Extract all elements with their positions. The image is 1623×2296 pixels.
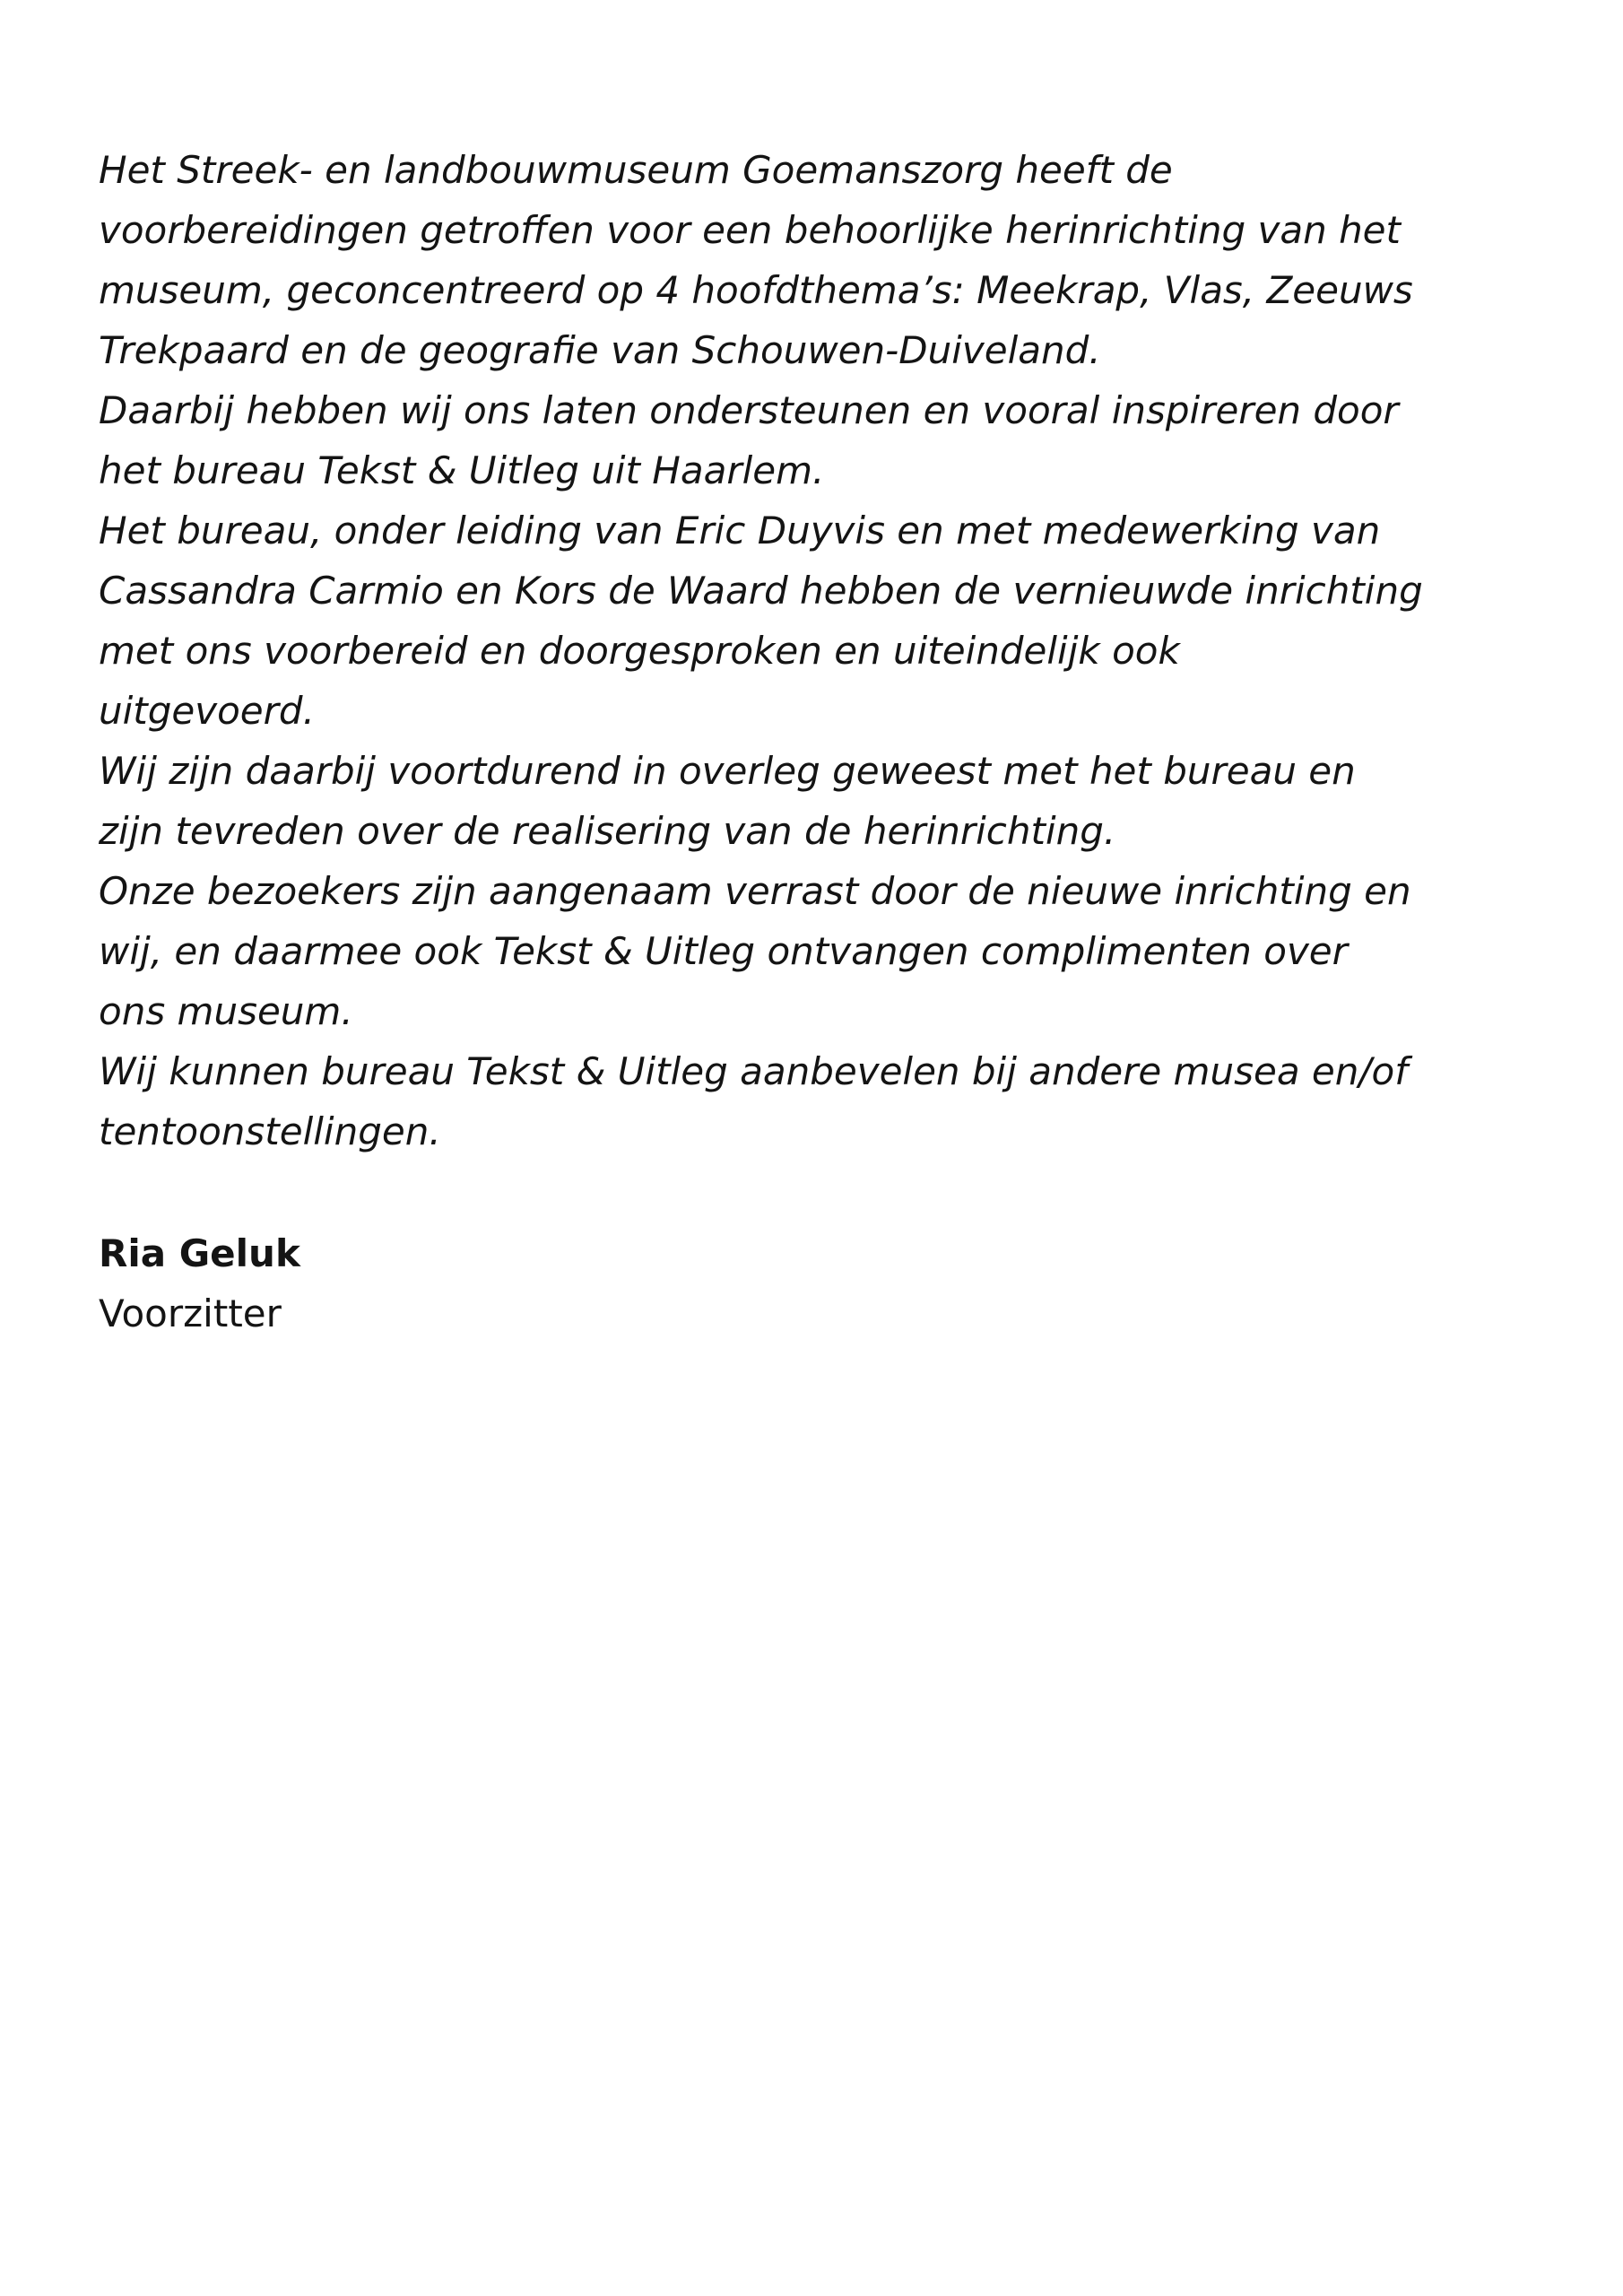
letter-line: zijn tevreden over de realisering van de herinrichting. <box>99 809 1116 853</box>
letter-line: Trekpaard en de geografie van Schouwen-Duiveland. <box>99 328 1101 372</box>
signatory-role: Voorzitter <box>99 1292 282 1335</box>
letter-line: wij, en daarmee ook Tekst & Uitleg ontvangen complimenten over <box>99 929 1348 973</box>
letter-line: Wij kunnen bureau Tekst & Uitleg aanbevelen bij andere musea en/of <box>99 1049 1408 1093</box>
letter-line: Het Streek- en landbouwmuseum Goemanszorg heeft de <box>99 148 1173 192</box>
letter-line: Het bureau, onder leiding van Eric Duyvis en met medewerking van <box>99 509 1381 552</box>
letter-line: Cassandra Carmio en Kors de Waard hebben de vernieuwde inrichting <box>99 569 1423 613</box>
signature-block <box>99 1223 300 1344</box>
letter-line: Daarbij hebben wij ons laten ondersteunen en vooral inspireren door <box>99 388 1399 432</box>
letter-line: met ons voorbereid en doorgesproken en uiteindelijk ook <box>99 629 1180 673</box>
letter-line: het bureau Tekst & Uitleg uit Haarlem. <box>99 448 825 492</box>
letter-line: museum, geconcentreerd op 4 hoofdthema’s: Meekrap, Vlas, Zeeuws <box>99 268 1413 312</box>
letter-line: tentoonstellingen. <box>99 1109 441 1153</box>
letter-line: Wij zijn daarbij voortdurend in overleg geweest met het bureau en <box>99 749 1356 793</box>
letter-body <box>99 140 1569 1161</box>
letter-line: ons museum. <box>99 989 353 1033</box>
letter-line: voorbereidingen getroffen voor een behoorlijke herinrichting van het <box>99 208 1401 252</box>
letter-line: Onze bezoekers zijn aangenaam verrast door de nieuwe inrichting en <box>99 869 1411 913</box>
signatory-name: Ria Geluk <box>99 1231 300 1275</box>
letter-line: uitgevoerd. <box>99 689 315 733</box>
